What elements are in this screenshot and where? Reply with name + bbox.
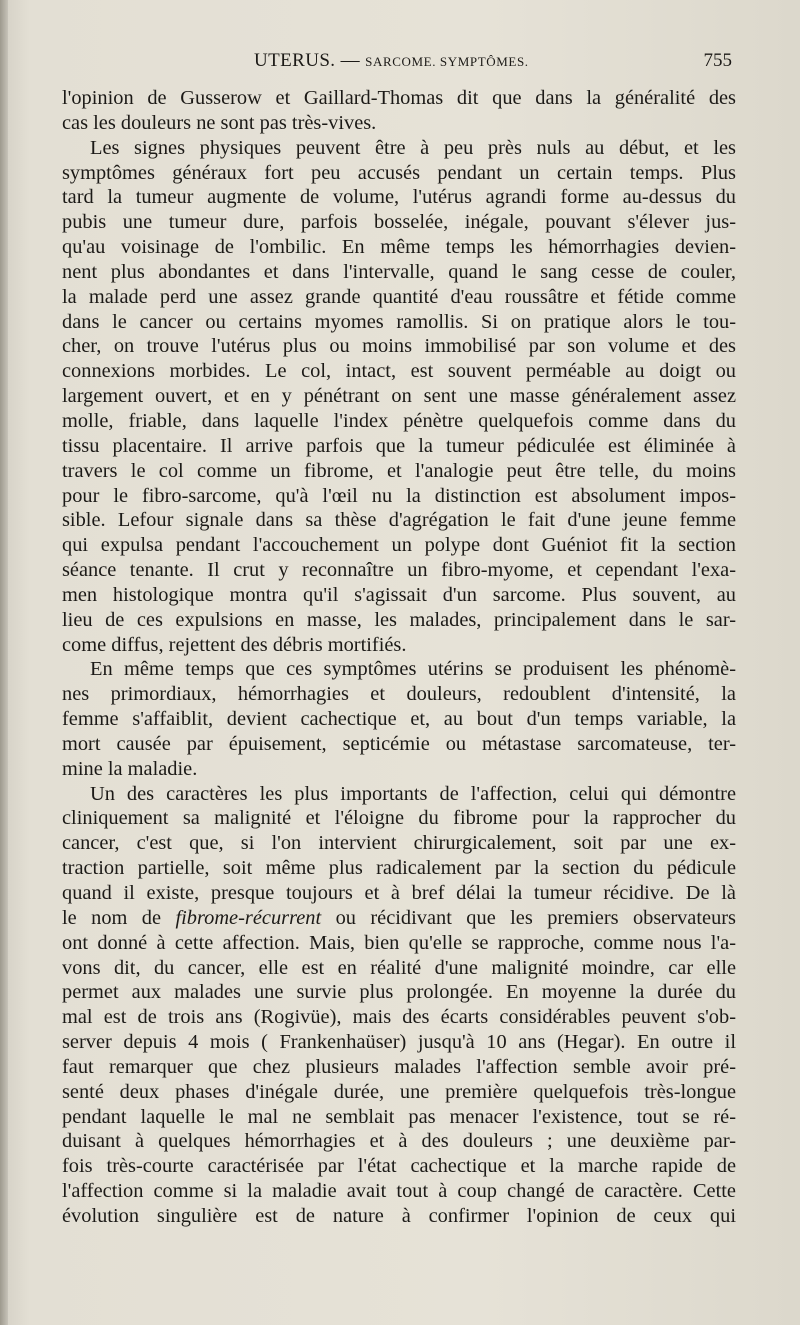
- text-line: pendant laquelle le mal ne semblait pas menacer l'existence, tout se ré-: [62, 1105, 736, 1128]
- text-line: qui expulsa pendant l'accouchement un polype dont Guéniot fit la section: [62, 534, 736, 557]
- page-header: [62, 50, 736, 76]
- text-line: mal est de trois ans (Rogivüe), mais des écarts considérables peuvent s'ob-: [62, 1006, 736, 1029]
- text-line: femme s'affaiblit, devient cachectique et, au bout d'un temps variable, la: [62, 708, 736, 731]
- text-line: l'affection comme si la maladie avait tout à coup changé de caractère. Cette: [62, 1180, 736, 1203]
- text-line: séance tenante. Il crut y reconnaître un fibro-myome, et cependant l'exa-: [62, 559, 736, 582]
- text-line: pubis une tumeur dure, parfois bosselée, inégale, pouvant s'élever jus-: [62, 211, 736, 234]
- text-line: molle, friable, dans laquelle l'index pénètre quelquefois comme dans du: [62, 409, 736, 432]
- binding-gutter: [0, 0, 8, 1325]
- text-line: l'opinion de Gusserow et Gaillard-Thomas dit que dans la généralité des: [62, 87, 736, 109]
- paragraph: [62, 136, 736, 658]
- text-line: faut remarquer que chez plusieurs malades l'affection semble avoir pré-: [62, 1055, 736, 1078]
- text-line: ont donné à cette affection. Mais, bien qu'elle se rapproche, comme nous l'a-: [62, 931, 736, 954]
- emphasized-term: fibrome-récurrent: [175, 906, 322, 929]
- paragraph: [62, 657, 736, 781]
- text-line: server depuis 4 mois ( Frankenhaüser) jusqu'à 10 ans (Hegar). En outre il: [62, 1031, 736, 1054]
- text-line: évolution singulière est de nature à confirmer l'opinion de ceux qui: [62, 1204, 736, 1227]
- text-line: le nom de fibrome-récurrent ou récidivant que les premiers observateurs: [62, 906, 736, 929]
- text-line: come diffus, rejettent des débris mortifiés.: [62, 633, 407, 656]
- text-line: lieu de ces expulsions en masse, les malades, principalement dans le sar-: [62, 608, 736, 631]
- text-line: cher, on trouve l'utérus plus ou moins immobilisé par son volume et des: [62, 335, 736, 358]
- text-line: sible. Lefour signale dans sa thèse d'agrégation le fait d'une jeune femme: [62, 509, 736, 532]
- page-number: 755: [703, 50, 732, 71]
- text-line: travers le col comme un fibrome, et l'analogie peut être telle, du moins: [62, 459, 736, 482]
- text-line: cas les douleurs ne sont pas très-vives.: [62, 111, 377, 134]
- text-line: En même temps que ces symptômes utérins se produisent les phénomè-: [90, 658, 736, 681]
- text-line: la malade perd une assez grande quantité d'eau roussâtre et fétide comme: [62, 285, 736, 308]
- text-line: cliniquement sa malignité et l'éloigne du fibrome pour la rapprocher du: [62, 807, 736, 830]
- text-line: Un des caractères les plus importants de l'affection, celui qui démontre: [90, 782, 736, 805]
- header-separator: —: [340, 50, 361, 71]
- header-section: SARCOME. SYMPTÔMES.: [365, 54, 529, 69]
- running-head: [254, 50, 529, 72]
- text-line: mine la maladie.: [62, 757, 198, 780]
- text-line: largement ouvert, et en y pénétrant on sent une masse généralement assez: [62, 385, 736, 408]
- text-line: men histologique montra qu'il s'agissait d'un sarcome. Plus souvent, au: [62, 583, 736, 606]
- text-line: Les signes physiques peuvent être à peu près nuls au début, et les: [90, 136, 736, 159]
- text-line: mort causée par épuisement, septicémie ou métastase sarcomateuse, ter-: [62, 732, 736, 755]
- text-line: nes primordiaux, hémorrhagies et douleurs, redoublent d'intensité, la: [62, 683, 736, 706]
- text-line: permet aux malades une survie plus prolongée. En moyenne la durée du: [62, 981, 736, 1004]
- text-line: quand il existe, presque toujours et à bref délai la tumeur récidive. De là: [62, 882, 736, 904]
- text-line: connexions morbides. Le col, intact, est souvent perméable au doigt ou: [62, 360, 736, 383]
- text-line: nent plus abondantes et dans l'intervalle, quand le sang cesse de couler,: [62, 260, 736, 283]
- header-title: UTERUS.: [254, 50, 336, 71]
- text-line: tissu placentaire. Il arrive parfois que la tumeur pédiculée est éliminée à: [62, 434, 736, 457]
- text-line: duisant à quelques hémorrhagies et à des douleurs ; une deuxième par-: [62, 1130, 736, 1153]
- text-line: tard la tumeur augmente de volume, l'utérus agrandi forme au-dessus du: [62, 186, 736, 209]
- paragraph: [62, 86, 736, 136]
- text-line: traction partielle, soit même plus radicalement par la section du pédicule: [62, 857, 736, 880]
- text-line: cancer, c'est que, si l'on intervient chirurgicalement, soit par une ex-: [62, 832, 736, 855]
- text-line: vons dit, du cancer, elle est en réalité d'une malignité moindre, car elle: [62, 956, 736, 979]
- text-line: pour le fibro-sarcome, qu'à l'œil nu la distinction est absolument impos-: [62, 484, 736, 507]
- text-line: dans le cancer ou certains myomes ramollis. Si on pratique alors le tou-: [62, 310, 736, 333]
- text-line: fois très-courte caractérisée par l'état cachectique et la marche rapide de: [62, 1155, 736, 1178]
- paragraph: [62, 782, 736, 1229]
- text-line: senté deux phases d'inégale durée, une première quelquefois très-longue: [62, 1080, 736, 1103]
- text-line: qu'au voisinage de l'ombilic. En même temps les hémorrhagies devien-: [62, 236, 736, 259]
- text-line: symptômes généraux fort peu accusés pendant un certain temps. Plus: [62, 161, 736, 184]
- body-text: [62, 86, 736, 1229]
